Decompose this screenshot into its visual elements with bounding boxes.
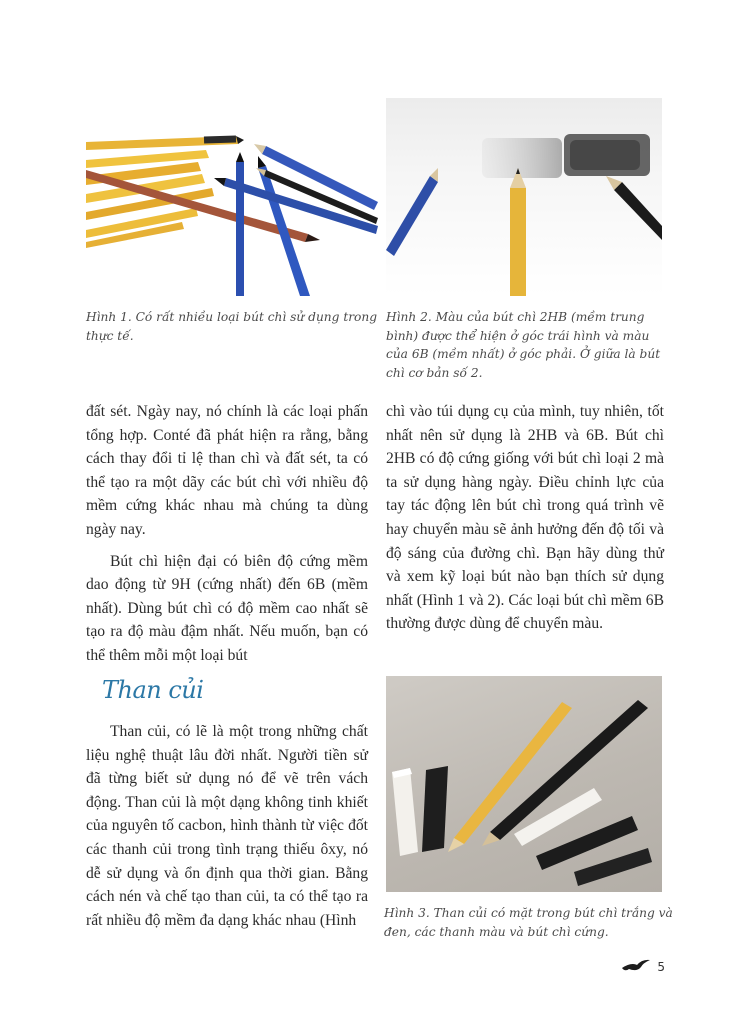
body-column-left-bottom [86,720,368,940]
body-paragraph: Than củi, có lẽ là một trong những chất liệu nghệ thuật lâu đời nhất. Người tiền sử đã từng biết sử dụng nó để vẽ trên vách động. Than củi là một dạng không tinh khiết của nguyên tố cacbon, hình thành từ việc đốt các thanh củi trong tình trạng thiếu ôxy, nó dễ sử dụng và ổn định qua thời gian. Bằng cách nén và chế tạo than củi, ta có thể tạo ra rất nhiều độ mềm đa dạng khác nhau (Hình [86,723,368,929]
page-footer [621,956,665,978]
body-column-right-top [386,400,664,644]
section-heading-than-cui: Than củi [102,676,204,704]
figure-3-charcoal-photo [386,676,662,892]
figure-1-caption: Hình 1. Có rất nhiều loại bút chì sử dụng trong thực tế. [86,310,378,343]
figure-2-caption: Hình 2. Màu của bút chì 2HB (mềm trung bình) được thể hiện ở góc trái hình và màu của 6B (mềm nhất) ở góc phải. Ở giữa là bút chì cơ bản số 2. [386,310,661,380]
figure-1-pencils-photo [86,98,378,296]
bird-ornament-icon [621,956,651,978]
body-paragraph: chì vào túi dụng cụ của mình, tuy nhiên, tốt nhất nên sử dụng là 2HB và 6B. Bút chì 2HB có độ cứng giống với bút chì loại 2 mà ta sử dụng hàng ngày. Điều chỉnh lực của tay tác động lên bút chì trong quá trình vẽ hay chuyển màu sẽ ảnh hưởng đến độ tối và độ sáng của đường chì. Bạn hãy dùng thử và xem kỹ loại bút nào bạn thích sử dụng nhất (Hình 1 và 2). Các loại bút chì mềm 6B thường được dùng để chuyển màu. [386,403,664,633]
figure-3-caption: Hình 3. Than củi có mặt trong bút chì trắng và đen, các thanh màu và bút chì cứng. [384,906,673,939]
page-number: 5 [657,960,665,974]
body-paragraph: Bút chì hiện đại có biên độ cứng mềm dao động từ 9H (cứng nhất) đến 6B (mềm nhất). Dùng bút chì có độ mềm cao nhất sẽ tạo ra độ màu đậm nhất. Nếu muốn, bạn có thể thêm mỗi một loại bút [86,552,368,664]
body-column-left-top [86,400,368,676]
body-paragraph: đất sét. Ngày nay, nó chính là các loại phấn tổng hợp. Conté đã phát hiện ra rằng, bằng cách thay đổi tỉ lệ than chì và đất sét, ta có thể tạo ra một dãy các bút chì với nhiều độ mềm cứng khác nhau mà chúng ta dùng ngày nay. [86,403,368,538]
figure-2-pencil-strokes-photo [386,98,662,296]
